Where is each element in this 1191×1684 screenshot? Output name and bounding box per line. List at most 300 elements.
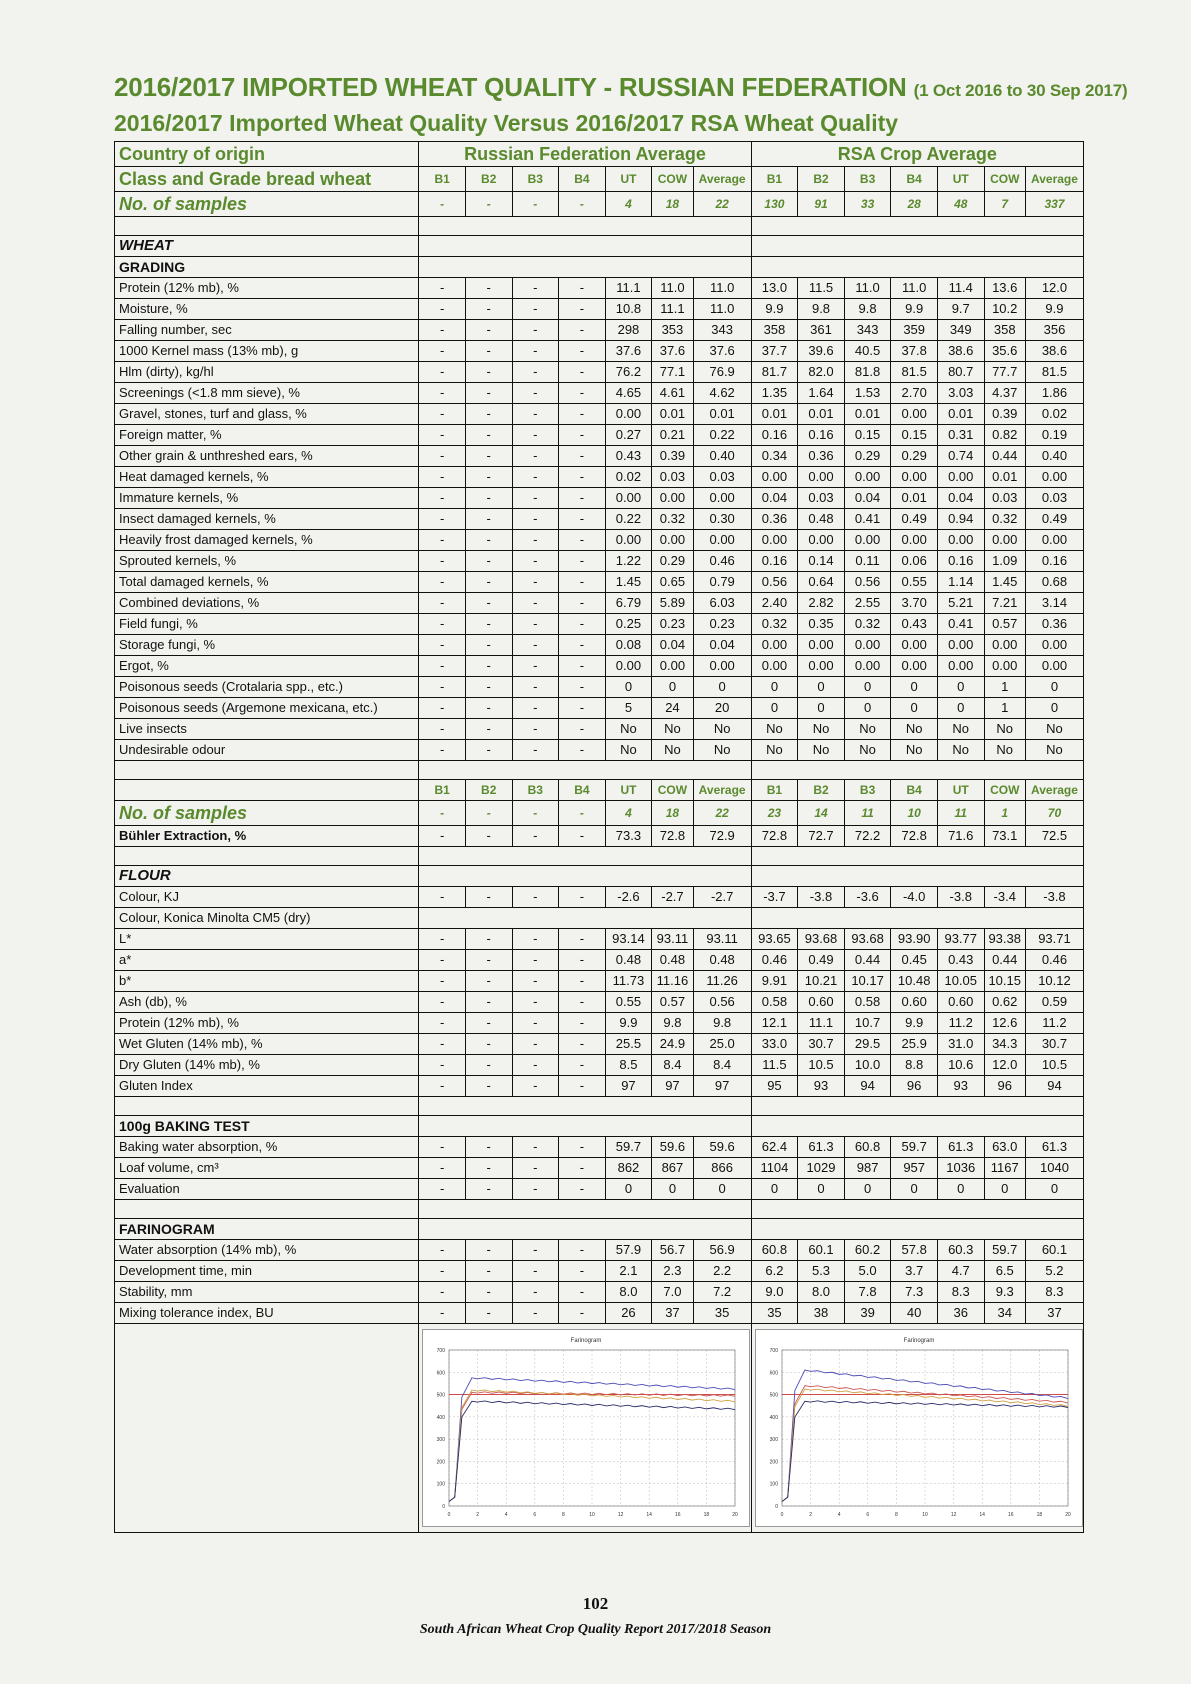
- value-cell: 8.3: [1025, 1282, 1083, 1303]
- value-cell: -: [419, 887, 466, 908]
- value-cell: -: [512, 635, 559, 656]
- value-cell: -: [465, 572, 512, 593]
- value-cell: 3.14: [1025, 593, 1083, 614]
- column-header: COW: [984, 167, 1025, 192]
- value-cell: 59.7: [891, 1137, 938, 1158]
- value-cell: 1: [984, 677, 1025, 698]
- value-cell: 61.3: [937, 1137, 984, 1158]
- data-row: [115, 1076, 1084, 1097]
- row-label: Total damaged kernels, %: [115, 572, 419, 593]
- value-cell: -: [419, 677, 466, 698]
- value-cell: 9.8: [844, 299, 891, 320]
- value-cell: -: [512, 1076, 559, 1097]
- value-cell: No: [937, 740, 984, 761]
- value-cell: -: [512, 614, 559, 635]
- value-cell: -: [512, 1034, 559, 1055]
- value-cell: No: [844, 719, 891, 740]
- value-cell: 12.0: [1025, 278, 1083, 299]
- value-cell: 0.04: [652, 635, 693, 656]
- value-cell: 72.8: [652, 826, 693, 847]
- value-cell: 97: [605, 1076, 652, 1097]
- value-cell: 0.16: [751, 425, 798, 446]
- section-row: [115, 236, 1084, 257]
- value-cell: -: [419, 1034, 466, 1055]
- value-cell: 0: [693, 1179, 751, 1200]
- value-cell: 37.6: [693, 341, 751, 362]
- value-cell: 5.2: [1025, 1261, 1083, 1282]
- value-cell: No: [1025, 719, 1083, 740]
- value-cell: -: [512, 887, 559, 908]
- value-cell: -: [465, 320, 512, 341]
- value-cell: 0.01: [844, 404, 891, 425]
- value-cell: 8.4: [693, 1055, 751, 1076]
- value-cell: 0.00: [652, 488, 693, 509]
- row-label: Screenings (<1.8 mm sieve), %: [115, 383, 419, 404]
- value-cell: -: [465, 404, 512, 425]
- value-cell: 358: [984, 320, 1025, 341]
- x-tick-label: 18: [703, 1512, 710, 1518]
- farinogram-svg: [423, 1330, 749, 1526]
- chart-title: Farinogram: [903, 1338, 934, 1344]
- value-cell: 0.64: [798, 572, 845, 593]
- value-cell: -2.6: [605, 887, 652, 908]
- data-row: [115, 950, 1084, 971]
- row-label: a*: [115, 950, 419, 971]
- value-cell: 0.01: [798, 404, 845, 425]
- value-cell: 0.00: [891, 404, 938, 425]
- value-cell: 0: [751, 698, 798, 719]
- value-cell: 0.22: [693, 425, 751, 446]
- value-cell: 30.7: [1025, 1034, 1083, 1055]
- value-cell: 0.00: [891, 635, 938, 656]
- value-cell: -: [512, 677, 559, 698]
- x-tick-label: 16: [1007, 1512, 1014, 1518]
- value-cell: -: [512, 971, 559, 992]
- value-cell: 6.79: [605, 593, 652, 614]
- value-cell: -: [559, 1179, 606, 1200]
- value-cell: 0.01: [652, 404, 693, 425]
- value-cell: -: [512, 530, 559, 551]
- value-cell: -: [559, 719, 606, 740]
- row-label: Combined deviations, %: [115, 593, 419, 614]
- value-cell: 0: [891, 1179, 938, 1200]
- data-row: [115, 677, 1084, 698]
- value-cell: -: [465, 614, 512, 635]
- value-cell: 61.3: [1025, 1137, 1083, 1158]
- value-cell: 1036: [937, 1158, 984, 1179]
- value-cell: 93.65: [751, 929, 798, 950]
- chart-cell: [419, 1324, 751, 1533]
- data-row: [115, 320, 1084, 341]
- value-cell: 9.7: [937, 299, 984, 320]
- value-cell: 358: [751, 320, 798, 341]
- data-row: [115, 593, 1084, 614]
- value-cell: 11.1: [798, 1013, 845, 1034]
- value-cell: -: [559, 530, 606, 551]
- class-label: Class and Grade bread wheat: [115, 167, 419, 192]
- value-cell: 353: [652, 320, 693, 341]
- value-cell: -: [559, 971, 606, 992]
- samples-row: [115, 801, 1084, 826]
- value-cell: 11.4: [937, 278, 984, 299]
- value-cell: 10.5: [1025, 1055, 1083, 1076]
- value-cell: -: [419, 1055, 466, 1076]
- value-cell: 3.70: [891, 593, 938, 614]
- value-cell: 0.35: [798, 614, 845, 635]
- value-cell: 0.00: [844, 530, 891, 551]
- value-cell: -: [465, 740, 512, 761]
- value-cell: 0.34: [751, 446, 798, 467]
- value-cell: 13.0: [751, 278, 798, 299]
- value-cell: -: [465, 635, 512, 656]
- value-cell: 0.55: [605, 992, 652, 1013]
- value-cell: 0.44: [984, 446, 1025, 467]
- value-cell: -: [419, 1240, 466, 1261]
- value-cell: 0: [652, 1179, 693, 1200]
- value-cell: -: [465, 1034, 512, 1055]
- value-cell: -: [559, 488, 606, 509]
- data-row: [115, 740, 1084, 761]
- value-cell: 0.16: [798, 425, 845, 446]
- blank-cell: [751, 217, 1083, 236]
- value-cell: No: [798, 719, 845, 740]
- value-cell: 40.5: [844, 341, 891, 362]
- x-tick-label: 14: [646, 1512, 653, 1518]
- value-cell: 0.40: [693, 446, 751, 467]
- value-cell: 0: [605, 1179, 652, 1200]
- samples-cell: 23: [751, 801, 798, 826]
- value-cell: -: [559, 509, 606, 530]
- blank-cell: [419, 761, 751, 780]
- value-cell: 0.82: [984, 425, 1025, 446]
- row-label: Evaluation: [115, 1179, 419, 1200]
- value-cell: 349: [937, 320, 984, 341]
- value-cell: 0.16: [751, 551, 798, 572]
- farinogram-svg: [756, 1330, 1082, 1526]
- blank-cell: [751, 1219, 1083, 1240]
- value-cell: 7.21: [984, 593, 1025, 614]
- samples-cell: 28: [891, 192, 938, 217]
- samples-cell: 91: [798, 192, 845, 217]
- value-cell: -: [559, 677, 606, 698]
- value-cell: 0.00: [693, 530, 751, 551]
- value-cell: -: [465, 677, 512, 698]
- value-cell: 0.57: [652, 992, 693, 1013]
- value-cell: 0.36: [798, 446, 845, 467]
- value-cell: No: [605, 740, 652, 761]
- value-cell: 11.26: [693, 971, 751, 992]
- column-header: B1: [751, 167, 798, 192]
- value-cell: 0.36: [751, 509, 798, 530]
- blank-cell: [751, 1116, 1083, 1137]
- value-cell: 0.04: [844, 488, 891, 509]
- samples-cell: -: [419, 801, 466, 826]
- value-cell: 0.02: [1025, 404, 1083, 425]
- value-cell: 37: [652, 1303, 693, 1324]
- value-cell: 82.0: [798, 362, 845, 383]
- y-tick-label: 500: [769, 1392, 778, 1399]
- value-cell: -: [512, 488, 559, 509]
- value-cell: 0.16: [937, 551, 984, 572]
- value-cell: -: [465, 383, 512, 404]
- value-cell: 0.00: [937, 467, 984, 488]
- value-cell: 0.00: [1025, 635, 1083, 656]
- value-cell: 93.90: [891, 929, 938, 950]
- column-header: B2: [798, 167, 845, 192]
- value-cell: -: [465, 992, 512, 1013]
- value-cell: 9.9: [751, 299, 798, 320]
- value-cell: 96: [984, 1076, 1025, 1097]
- value-cell: 60.3: [937, 1240, 984, 1261]
- value-cell: 0.31: [937, 425, 984, 446]
- value-cell: 97: [652, 1076, 693, 1097]
- value-cell: 862: [605, 1158, 652, 1179]
- column-header: B4: [891, 780, 938, 801]
- value-cell: -: [559, 572, 606, 593]
- blank-cell: [419, 1097, 751, 1116]
- value-cell: -: [419, 826, 466, 847]
- value-cell: 1.35: [751, 383, 798, 404]
- column-header: Average: [693, 780, 751, 801]
- value-cell: 73.3: [605, 826, 652, 847]
- row-label: Mixing tolerance index, BU: [115, 1303, 419, 1324]
- value-cell: -: [512, 404, 559, 425]
- value-cell: -: [465, 1261, 512, 1282]
- value-cell: 0.43: [605, 446, 652, 467]
- value-cell: 7.8: [844, 1282, 891, 1303]
- x-tick-label: 4: [505, 1512, 508, 1518]
- value-cell: 0.15: [844, 425, 891, 446]
- value-cell: -: [512, 383, 559, 404]
- value-cell: -: [559, 1303, 606, 1324]
- value-cell: -: [512, 1179, 559, 1200]
- column-header: Average: [1025, 167, 1083, 192]
- x-tick-label: 2: [808, 1512, 812, 1518]
- value-cell: 38.6: [937, 341, 984, 362]
- blank-cell: [419, 217, 751, 236]
- value-cell: 2.2: [693, 1261, 751, 1282]
- value-cell: 10.6: [937, 1055, 984, 1076]
- value-cell: -: [512, 740, 559, 761]
- value-cell: 2.40: [751, 593, 798, 614]
- value-cell: 7.3: [891, 1282, 938, 1303]
- value-cell: 25.9: [891, 1034, 938, 1055]
- blank-cell: [419, 908, 751, 929]
- value-cell: 94: [1025, 1076, 1083, 1097]
- value-cell: 10.21: [798, 971, 845, 992]
- value-cell: 8.0: [605, 1282, 652, 1303]
- samples-cell: 11: [937, 801, 984, 826]
- y-tick-label: 200: [769, 1459, 778, 1466]
- value-cell: 0.14: [798, 551, 845, 572]
- value-cell: 0.00: [844, 467, 891, 488]
- value-cell: 0.48: [693, 950, 751, 971]
- x-tick-label: 4: [837, 1512, 841, 1518]
- blank-cell: [115, 1324, 419, 1533]
- blank-cell: [419, 257, 751, 278]
- value-cell: -: [465, 488, 512, 509]
- column-header: B2: [465, 780, 512, 801]
- value-cell: 0.01: [937, 404, 984, 425]
- data-row: [115, 1261, 1084, 1282]
- value-cell: 9.8: [652, 1013, 693, 1034]
- data-row: [115, 1303, 1084, 1324]
- value-cell: 0: [751, 1179, 798, 1200]
- value-cell: 81.8: [844, 362, 891, 383]
- value-cell: 0.57: [984, 614, 1025, 635]
- value-cell: 0.00: [891, 530, 938, 551]
- value-cell: -: [512, 1303, 559, 1324]
- value-cell: -: [465, 593, 512, 614]
- data-row: [115, 425, 1084, 446]
- value-cell: No: [891, 719, 938, 740]
- value-cell: 93.68: [844, 929, 891, 950]
- value-cell: 0.29: [844, 446, 891, 467]
- value-cell: 3.03: [937, 383, 984, 404]
- samples-cell: 22: [693, 192, 751, 217]
- y-tick-label: 300: [437, 1437, 446, 1444]
- value-cell: 72.8: [751, 826, 798, 847]
- value-cell: 81.5: [1025, 362, 1083, 383]
- value-cell: -: [465, 467, 512, 488]
- value-cell: 1.45: [605, 572, 652, 593]
- value-cell: -: [559, 425, 606, 446]
- section-row: [115, 1116, 1084, 1137]
- value-cell: -: [465, 950, 512, 971]
- value-cell: 0.03: [798, 488, 845, 509]
- value-cell: -: [465, 1055, 512, 1076]
- value-cell: No: [605, 719, 652, 740]
- column-header: UT: [937, 780, 984, 801]
- data-row: [115, 1034, 1084, 1055]
- value-cell: -: [465, 1303, 512, 1324]
- page-title: [114, 72, 1128, 103]
- value-cell: 73.1: [984, 826, 1025, 847]
- data-row: [115, 299, 1084, 320]
- row-label: Loaf volume, cm³: [115, 1158, 419, 1179]
- table-body: [115, 142, 1084, 1533]
- y-tick-label: 700: [769, 1348, 778, 1354]
- value-cell: 0.74: [937, 446, 984, 467]
- value-cell: 8.0: [798, 1282, 845, 1303]
- value-cell: 0.29: [652, 551, 693, 572]
- samples-cell: 33: [844, 192, 891, 217]
- section-label: Colour, Konica Minolta CM5 (dry): [115, 908, 419, 929]
- value-cell: 1.45: [984, 572, 1025, 593]
- value-cell: 0.00: [798, 530, 845, 551]
- value-cell: -: [465, 719, 512, 740]
- row-label: Stability, mm: [115, 1282, 419, 1303]
- value-cell: 62.4: [751, 1137, 798, 1158]
- value-cell: 0.03: [693, 467, 751, 488]
- row-label: Protein (12% mb), %: [115, 278, 419, 299]
- column-header: B3: [512, 167, 559, 192]
- value-cell: 24.9: [652, 1034, 693, 1055]
- value-cell: -: [465, 971, 512, 992]
- samples-cell: 337: [1025, 192, 1083, 217]
- value-cell: 37.6: [605, 341, 652, 362]
- data-row: [115, 971, 1084, 992]
- value-cell: -: [419, 1303, 466, 1324]
- value-cell: 9.8: [798, 299, 845, 320]
- value-cell: 0: [798, 1179, 845, 1200]
- value-cell: 0.00: [693, 488, 751, 509]
- value-cell: -: [559, 635, 606, 656]
- value-cell: -: [512, 1240, 559, 1261]
- value-cell: 93: [937, 1076, 984, 1097]
- row-label: Immature kernels, %: [115, 488, 419, 509]
- value-cell: 2.55: [844, 593, 891, 614]
- value-cell: 0.00: [1025, 530, 1083, 551]
- blank-cell: [751, 866, 1083, 887]
- header-row: [115, 167, 1084, 192]
- samples-cell: -: [559, 192, 606, 217]
- value-cell: -: [559, 950, 606, 971]
- value-cell: 0.03: [984, 488, 1025, 509]
- value-cell: 0.00: [984, 530, 1025, 551]
- row-label: 1000 Kernel mass (13% mb), g: [115, 341, 419, 362]
- value-cell: 29.5: [844, 1034, 891, 1055]
- value-cell: 10.2: [984, 299, 1025, 320]
- samples-cell: 18: [652, 192, 693, 217]
- x-tick-label: 18: [1036, 1512, 1042, 1518]
- value-cell: 95: [751, 1076, 798, 1097]
- y-tick-label: 200: [437, 1459, 446, 1466]
- value-cell: 8.3: [937, 1282, 984, 1303]
- value-cell: 0.16: [1025, 551, 1083, 572]
- value-cell: 1.86: [1025, 383, 1083, 404]
- value-cell: -: [465, 1076, 512, 1097]
- value-cell: 11.2: [937, 1013, 984, 1034]
- section-label: WHEAT: [115, 236, 419, 257]
- value-cell: 361: [798, 320, 845, 341]
- value-cell: 0.00: [984, 635, 1025, 656]
- value-cell: -3.8: [798, 887, 845, 908]
- value-cell: -: [419, 467, 466, 488]
- value-cell: 96: [891, 1076, 938, 1097]
- data-row: [115, 1240, 1084, 1261]
- value-cell: 0.01: [751, 404, 798, 425]
- value-cell: 76.9: [693, 362, 751, 383]
- value-cell: 0: [937, 1179, 984, 1200]
- value-cell: 867: [652, 1158, 693, 1179]
- value-cell: -: [419, 992, 466, 1013]
- y-tick-label: 500: [437, 1392, 446, 1399]
- samples-cell: -: [465, 801, 512, 826]
- value-cell: 10.7: [844, 1013, 891, 1034]
- value-cell: -: [419, 1179, 466, 1200]
- data-row: [115, 719, 1084, 740]
- samples-cell: 1: [984, 801, 1025, 826]
- value-cell: 1: [984, 698, 1025, 719]
- blank-cell: [751, 236, 1083, 257]
- value-cell: 5.21: [937, 593, 984, 614]
- value-cell: 35: [751, 1303, 798, 1324]
- value-cell: 359: [891, 320, 938, 341]
- value-cell: 0.15: [891, 425, 938, 446]
- value-cell: -3.7: [751, 887, 798, 908]
- x-tick-label: 20: [1064, 1512, 1071, 1518]
- value-cell: 0.00: [1025, 467, 1083, 488]
- value-cell: 0.01: [891, 488, 938, 509]
- value-cell: 56.9: [693, 1240, 751, 1261]
- row-label: Foreign matter, %: [115, 425, 419, 446]
- value-cell: -: [419, 1076, 466, 1097]
- value-cell: 0.43: [891, 614, 938, 635]
- data-row: [115, 446, 1084, 467]
- value-cell: 0.00: [605, 530, 652, 551]
- samples-cell: -: [559, 801, 606, 826]
